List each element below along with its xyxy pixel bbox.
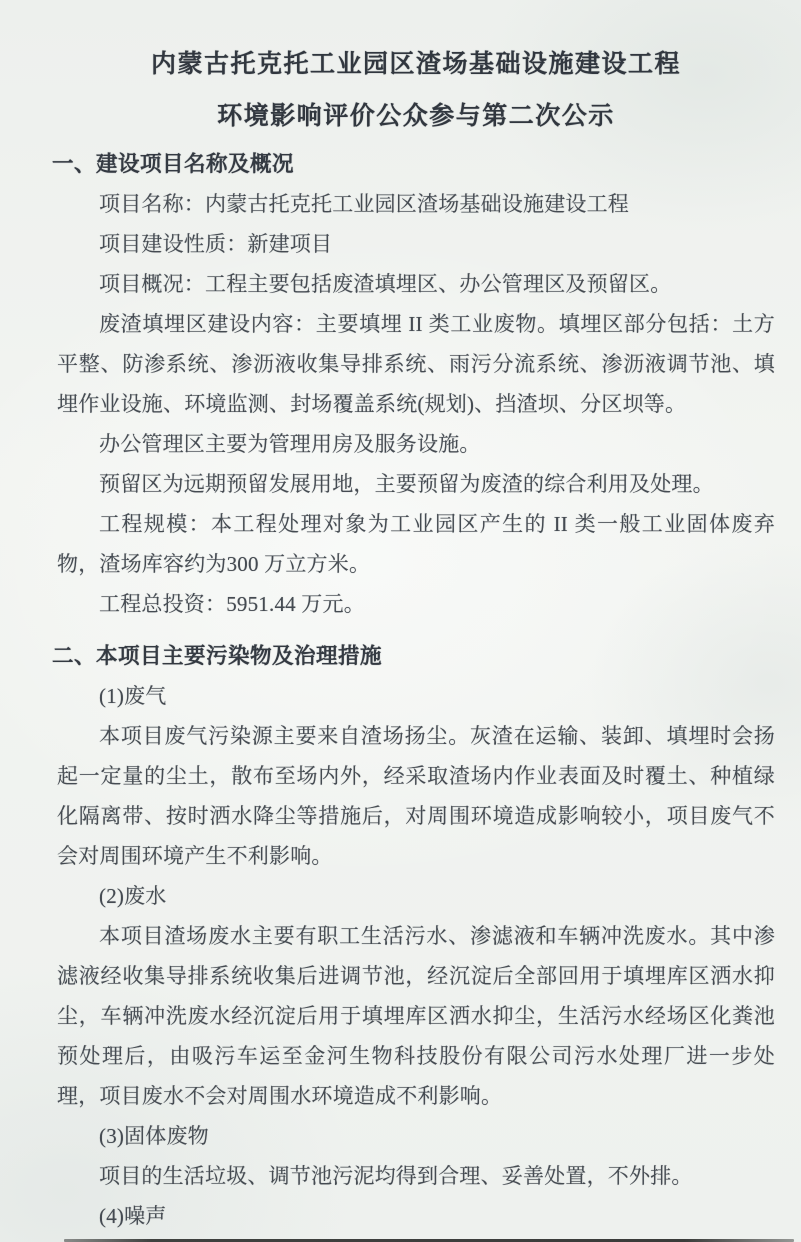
paragraph-office-area: 办公管理区主要为管理用房及服务设施。 — [99, 432, 481, 456]
paragraph-total-investment: 工程总投资：5951.44 万元。 — [99, 592, 365, 616]
document-title-line2: 环境影响评价公众参与第二次公示 — [217, 103, 615, 130]
paragraph-project-name: 项目名称：内蒙古托克托工业园区渣场基础设施建设工程 — [99, 192, 629, 216]
paragraph-project-overview: 项目概况：工程主要包括废渣填埋区、办公管理区及预留区。 — [99, 272, 672, 296]
subheading-noise: (4)噪声 — [99, 1204, 167, 1228]
paragraph-waste-water: 本项目渣场废水主要有职工生活污水、渗滤液和车辆冲洗废水。其中渗滤液经收集导排系统收集后进调节池，经沉淀后全部回用于填埋库区洒水抑尘，车辆冲洗废水经沉淀后用于填埋库区洒水抑尘，生活污水经场区化粪池预处理后，由吸污车运至金河生物科技股份有限公司污水处理厂进一步处理，项目废水不会对周围水环境造成不利影响。 — [57, 924, 775, 1108]
paragraph-solid-waste: 项目的生活垃圾、调节池污泥均得到合理、妥善处置，不外排。 — [99, 1164, 693, 1188]
paragraph-project-scale: 工程规模：本工程处理对象为工业园区产生的 II 类一般工业固体废弃物，渣场库容约为300 万立方米。 — [57, 512, 775, 576]
subheading-waste-water: (2)废水 — [99, 884, 167, 908]
paragraph-waste-gas: 本项目废气污染源主要来自渣场扬尘。灰渣在运输、装卸、填埋时会扬起一定量的尘土，散布至场内外，经采取渣场内作业表面及时覆土、种植绿化隔离带、按时洒水降尘等措施后，对周围环境造成影响较小，项目废气不会对周围环境产生不利影响。 — [57, 724, 775, 868]
document-title-line1: 内蒙古托克托工业园区渣场基础设施建设工程 — [150, 51, 681, 78]
section-2-heading: 二、本项目主要污染物及治理措施 — [52, 644, 383, 668]
paragraph-project-nature: 项目建设性质：新建项目 — [99, 232, 333, 256]
paragraph-reserved-area: 预留区为远期预留发展用地，主要预留为废渣的综合利用及处理。 — [99, 472, 714, 496]
subheading-waste-gas: (1)废气 — [99, 684, 167, 708]
section-1-heading: 一、建设项目名称及概况 — [52, 152, 295, 176]
paragraph-landfill-content: 废渣填埋区建设内容：主要填埋 II 类工业废物。填埋区部分包括：土方平整、防渗系统、渗沥液收集导排系统、雨污分流系统、渗沥液调节池、填埋作业设施、环境监测、封场覆盖系统(规划)、挡渣坝、分区坝等。 — [57, 312, 775, 416]
subheading-solid-waste: (3)固体废物 — [99, 1124, 209, 1148]
